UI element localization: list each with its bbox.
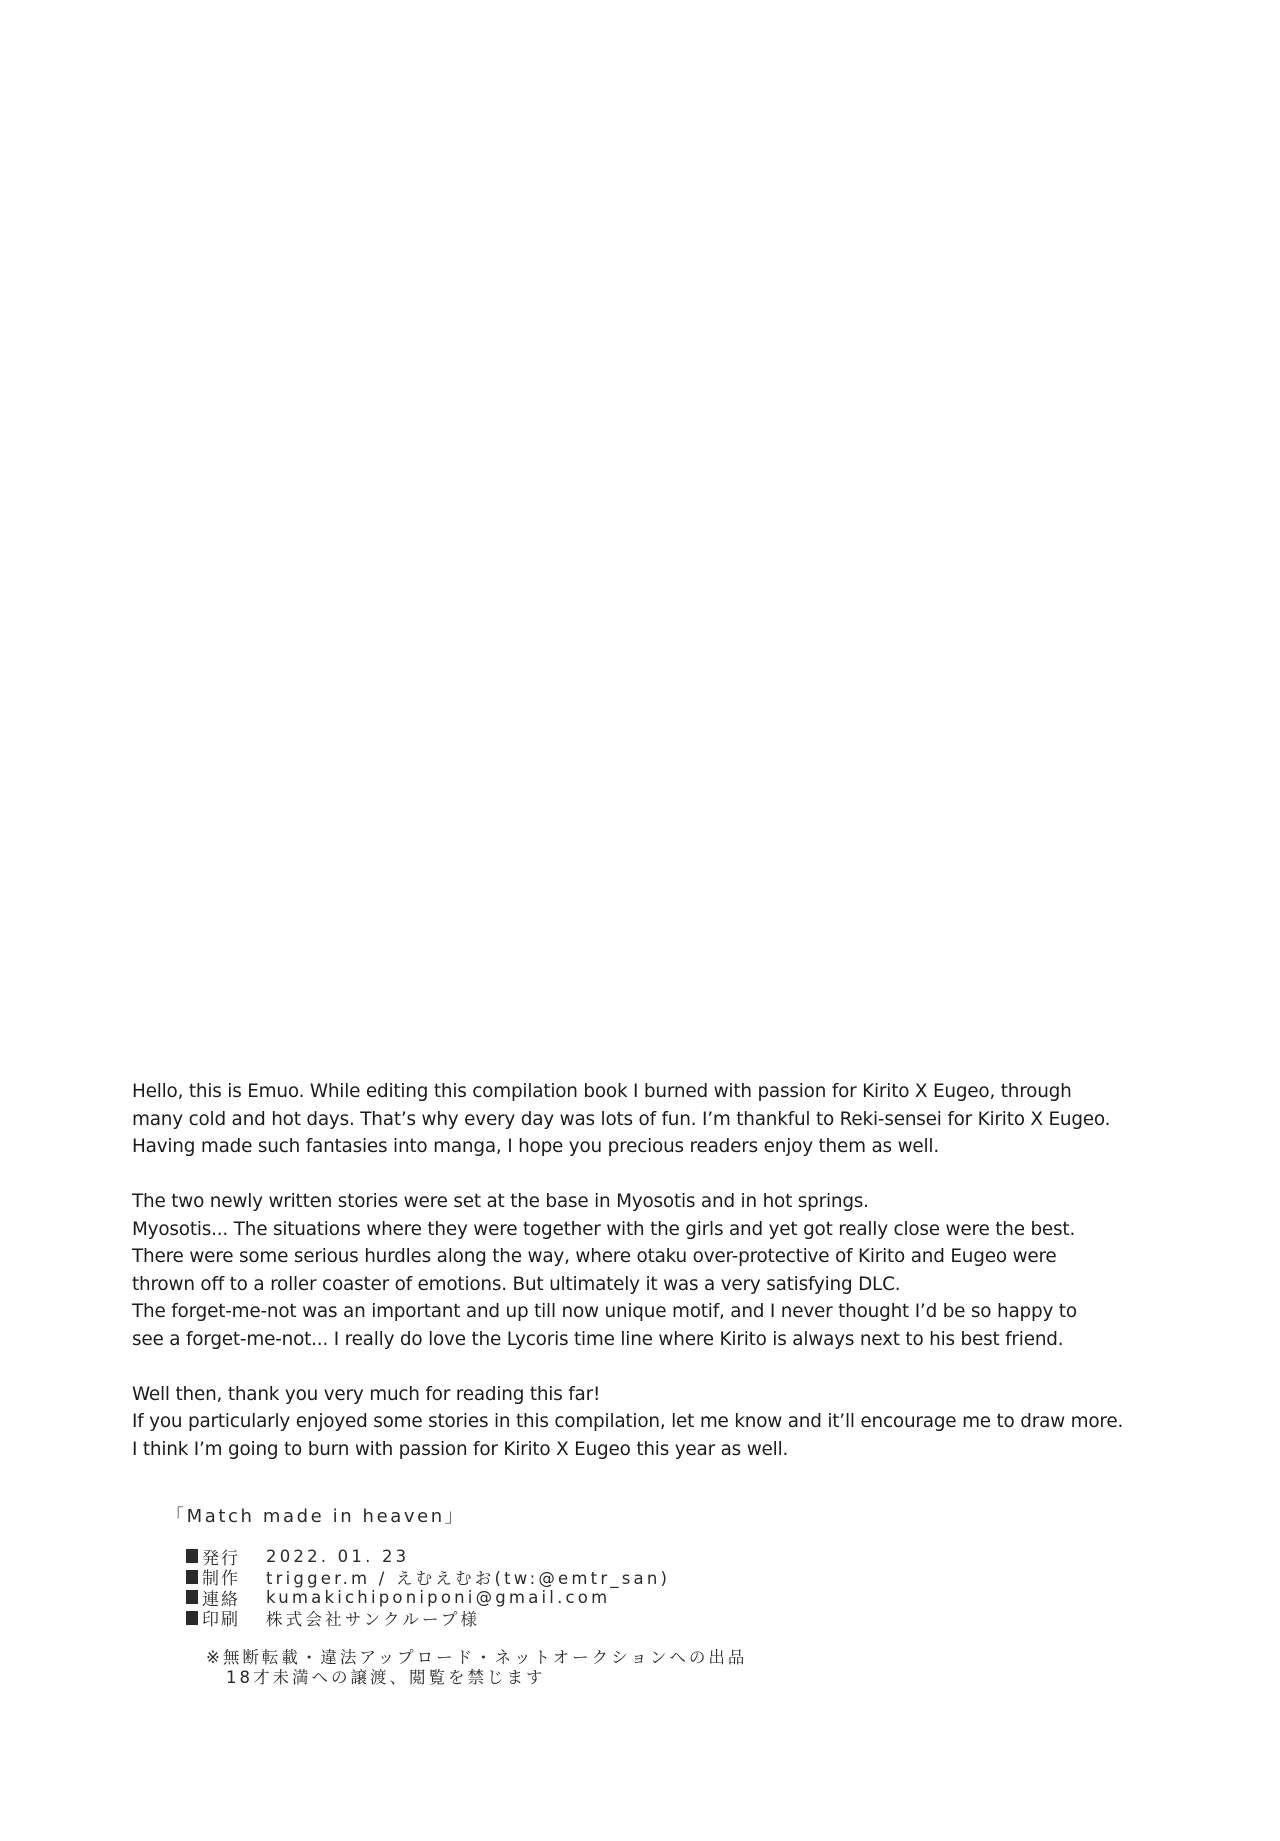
info-label: 印刷 (202, 1610, 240, 1631)
contact-email: kumakichiponiponi@gmail.com (266, 1587, 611, 1607)
text-line: Well then, thank you very much for reading this far! (132, 1383, 601, 1405)
afterword-text (132, 1078, 1252, 1463)
text-line: see a forget-me-not... I really do love the Lycoris time line where Kirito is always next to his best friend. (132, 1328, 1064, 1350)
publication-info (186, 1546, 747, 1631)
text-line: The two newly written stories were set at the base in Myosotis and in hot springs. (132, 1191, 869, 1212)
square-bullet-icon (186, 1570, 198, 1584)
text-line: Hello, this is Emuo. While editing this compilation book I burned with passion for Kirito X Eugeo, through (132, 1081, 1072, 1102)
printer: 株式会社サンクループ様 (266, 1609, 481, 1629)
book-title: 「Match made in heaven」 (166, 1506, 466, 1527)
notice-line: 18才未満への譲渡、閲覧を禁じます (226, 1668, 546, 1687)
producer: trigger.m / えむえむお(tw:@emtr_san) (266, 1568, 671, 1588)
text-line: The forget-me-not was an important and up till now unique motif, and I never thought I’d be so happy to (132, 1301, 1077, 1322)
text-line: many cold and hot days. That’s why every day was lots of fun. I’m thankful to Reki-sensei for Kirito X Eugeo. (132, 1108, 1111, 1130)
colophon (166, 1502, 747, 1688)
square-bullet-icon (186, 1611, 198, 1625)
copyright-notice (206, 1648, 747, 1688)
text-line: There were some serious hurdles along the way, where otaku over-protective of Kirito and Eugeo were (132, 1246, 1057, 1267)
afterword-paragraph-2 (132, 1188, 1252, 1353)
info-row-production (186, 1567, 747, 1588)
info-row-published (186, 1546, 747, 1567)
info-row-contact (186, 1587, 747, 1608)
info-label: 制作 (202, 1569, 240, 1590)
square-bullet-icon (186, 1590, 198, 1604)
text-line: If you particularly enjoyed some stories in this compilation, let me know and it’ll encourage me to draw more. (132, 1411, 1124, 1432)
info-row-printing (186, 1608, 747, 1629)
text-line: I think I’m going to burn with passion for Kirito X Eugeo this year as well. (132, 1438, 789, 1460)
notice-line: ※無断転載・違法アップロード・ネットオークションへの出品 (206, 1648, 748, 1667)
info-label: 連絡 (202, 1589, 240, 1610)
text-line: thrown off to a roller coaster of emotions. But ultimately it was a very satisfying DLC. (132, 1273, 901, 1295)
square-bullet-icon (186, 1549, 198, 1563)
text-line: Having made such fantasies into manga, I hope you precious readers enjoy them as well. (132, 1136, 939, 1157)
text-line: Myosotis... The situations where they were together with the girls and yet got really close were the best. (132, 1218, 1076, 1240)
afterword-paragraph-1 (132, 1078, 1252, 1161)
info-label: 発行 (202, 1548, 240, 1569)
afterword-paragraph-3 (132, 1381, 1252, 1464)
publish-date: 2022. 01. 23 (266, 1546, 410, 1566)
